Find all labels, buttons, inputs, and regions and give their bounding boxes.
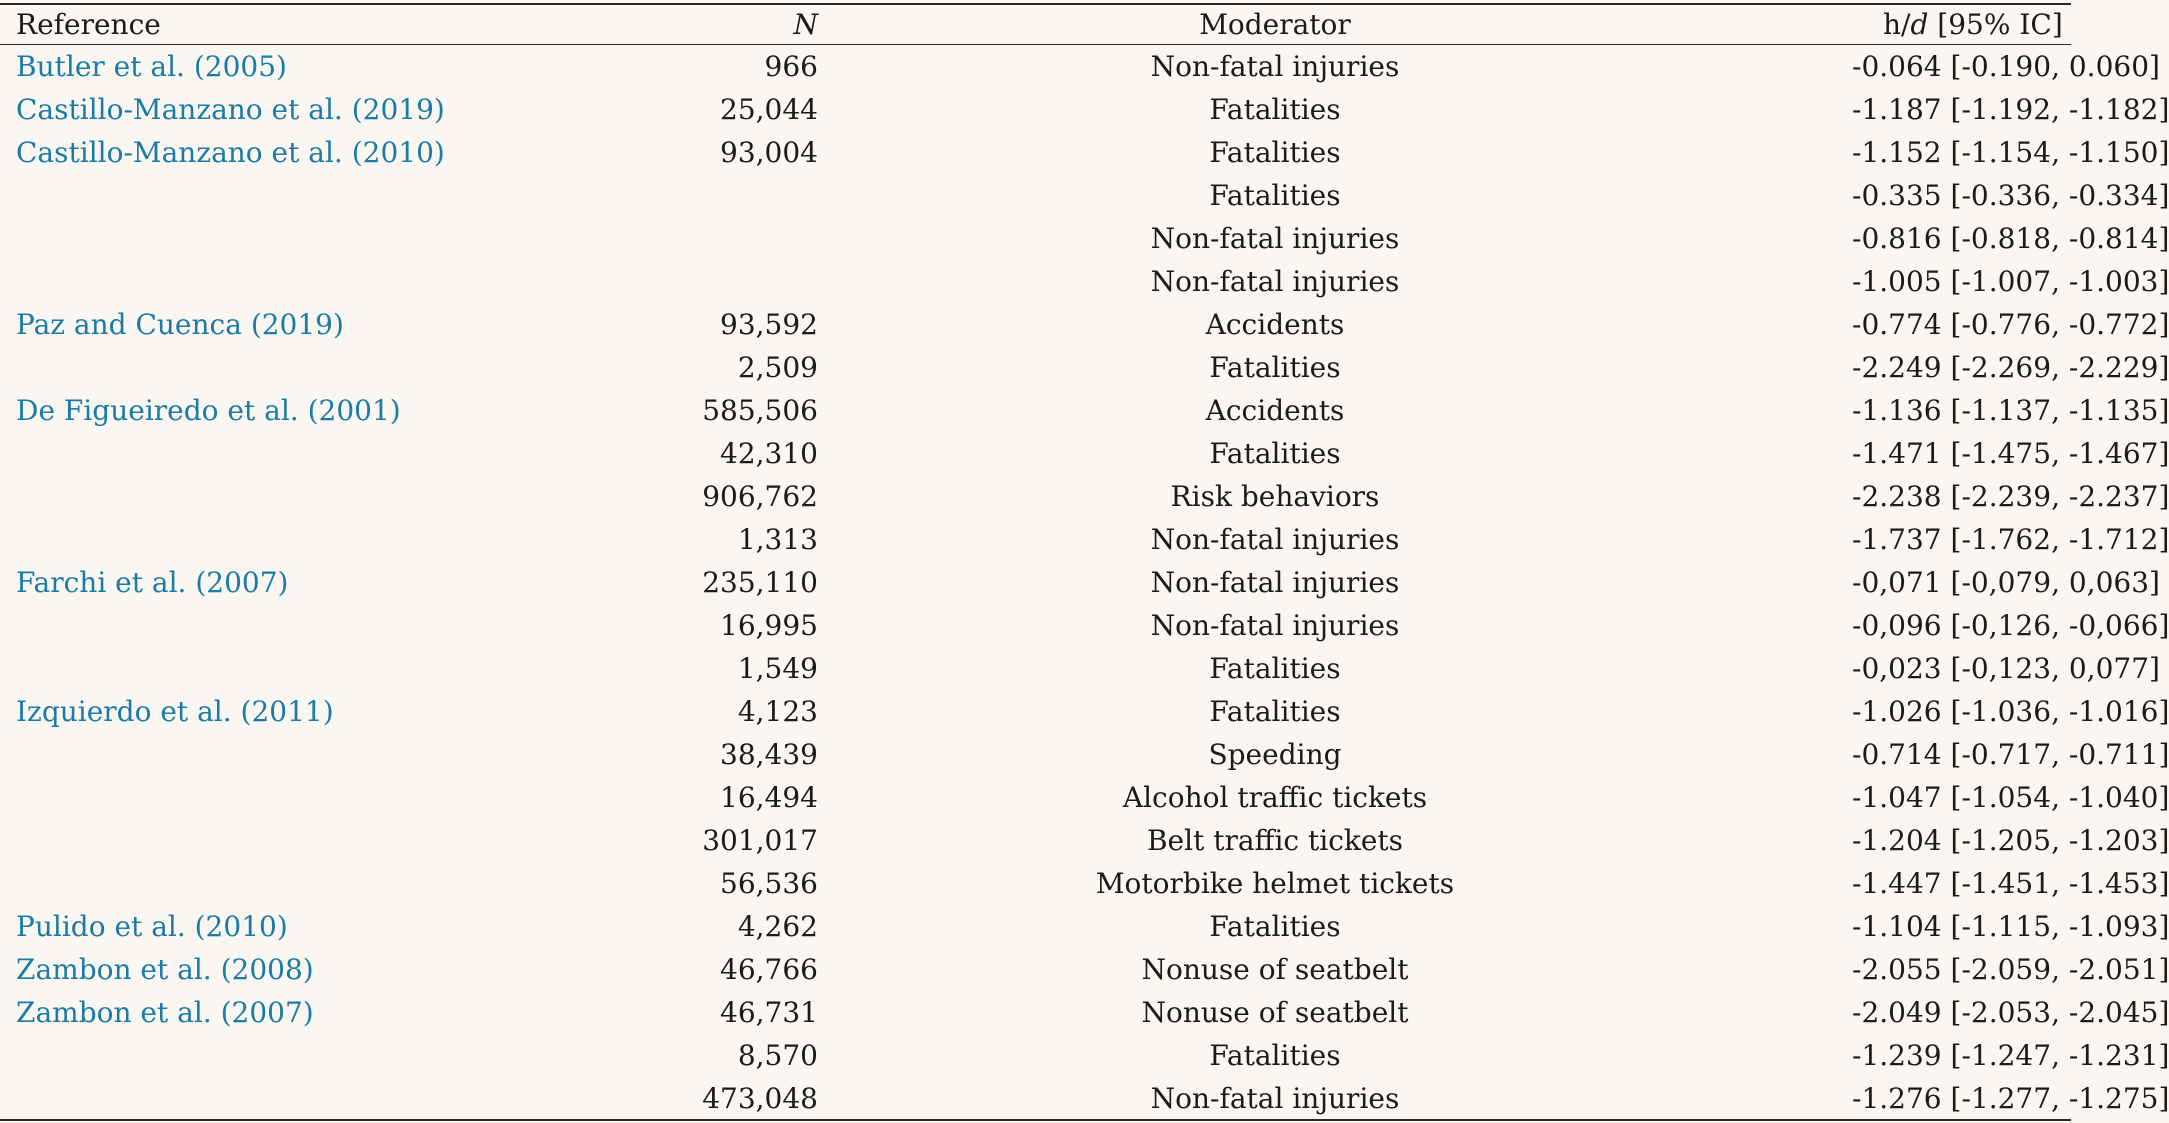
table-row: [0, 518, 2071, 561]
table-row: [0, 260, 2071, 303]
moderator-cell: Belt traffic tickets: [1146, 824, 1404, 857]
n-cell: 46,731: [720, 996, 818, 1029]
table-row: [0, 1034, 2071, 1077]
n-cell: 46,766: [720, 953, 818, 986]
effect-size-cell: -1.026 [-1.036, -1.016]: [1852, 695, 2169, 728]
moderator-cell: Fatalities: [1209, 179, 1341, 212]
n-cell: 56,536: [720, 867, 818, 900]
table-bottom-rule: [0, 1119, 2071, 1121]
moderator-cell: Speeding: [1208, 738, 1342, 771]
n-cell: 966: [764, 49, 818, 83]
reference-cell: [0, 174, 600, 217]
effect-size-cell: -2.238 [-2.239, -2.237]: [1852, 480, 2169, 513]
moderator-cell: Nonuse of seatbelt: [1141, 953, 1409, 986]
moderator-cell: Non-fatal injuries: [1150, 222, 1400, 255]
table-row: [0, 604, 2071, 647]
effect-size-cell: -1.471 [-1.475, -1.467]: [1852, 437, 2169, 470]
effect-size-cell: -1.276 [-1.277, -1.275]: [1852, 1082, 2169, 1115]
effect-size-cell: -0.774 [-0.776, -0.772]: [1852, 308, 2169, 341]
reference-cell: [0, 733, 600, 776]
effect-size-cell: -1.187 [-1.192, -1.182]: [1852, 93, 2169, 126]
moderator-cell: Non-fatal injuries: [1150, 566, 1400, 599]
moderator-cell: Accidents: [1205, 394, 1345, 427]
n-cell: 16,494: [720, 781, 818, 814]
reference-cell[interactable]: Pulido et al. (2010): [16, 910, 288, 943]
reference-cell: [0, 819, 600, 862]
reference-cell[interactable]: Zambon et al. (2008): [16, 953, 314, 986]
header-effect-italic: d: [1910, 8, 1929, 41]
table-row: [0, 862, 2071, 905]
reference-cell: [0, 432, 600, 475]
effect-size-cell: -0,023 [-0,123, 0,077]: [1852, 652, 2160, 685]
reference-cell[interactable]: De Figueiredo et al. (2001): [16, 394, 401, 427]
reference-cell: [0, 475, 600, 518]
table-header: [0, 5, 2071, 44]
reference-cell: [0, 604, 600, 647]
effect-size-cell: -0.816 [-0.818, -0.814]: [1852, 222, 2169, 255]
table-row: [0, 174, 2071, 217]
n-cell: [600, 217, 818, 260]
effect-size-cell: -0.714 [-0.717, -0.711]: [1852, 738, 2169, 771]
effect-size-cell: -1.152 [-1.154, -1.150]: [1852, 136, 2169, 169]
n-cell: 906,762: [702, 480, 818, 513]
moderator-cell: Fatalities: [1209, 1039, 1341, 1072]
n-cell: 4,262: [737, 910, 818, 943]
n-cell: 8,570: [737, 1039, 818, 1072]
header-n: N: [793, 8, 818, 41]
table-row: [0, 346, 2071, 389]
moderator-cell: Non-fatal injuries: [1150, 49, 1400, 83]
moderator-cell: Non-fatal injuries: [1150, 265, 1400, 298]
effect-size-cell: -1.047 [-1.054, -1.040]: [1852, 781, 2169, 814]
reference-cell[interactable]: Butler et al. (2005): [16, 49, 287, 83]
moderator-cell: Risk behaviors: [1170, 480, 1380, 513]
moderator-cell: Accidents: [1205, 308, 1345, 341]
n-cell: 42,310: [720, 437, 818, 470]
moderator-cell: Fatalities: [1209, 136, 1341, 169]
header-moderator: Moderator: [1199, 8, 1351, 41]
effect-size-cell: -2.049 [-2.053, -2.045]: [1852, 996, 2169, 1029]
reference-cell: [0, 260, 600, 303]
n-cell: 93,592: [720, 308, 818, 341]
moderator-cell: Motorbike helmet tickets: [1095, 867, 1455, 900]
table-row: [0, 389, 2071, 432]
reference-cell: [0, 346, 600, 389]
n-cell: 38,439: [720, 738, 818, 771]
table-row: [0, 1077, 2071, 1120]
table-row: [0, 733, 2071, 776]
moderator-cell: Alcohol traffic tickets: [1122, 781, 1428, 814]
reference-cell[interactable]: Castillo-Manzano et al. (2019): [16, 93, 445, 126]
effect-size-cell: -1.005 [-1.007, -1.003]: [1852, 265, 2169, 298]
moderator-cell: Fatalities: [1209, 910, 1341, 943]
table-row: [0, 44, 2071, 88]
reference-cell[interactable]: Paz and Cuenca (2019): [16, 308, 344, 341]
n-cell: [600, 260, 818, 303]
table-row: [0, 303, 2071, 346]
reference-cell[interactable]: Izquierdo et al. (2011): [16, 695, 334, 728]
reference-cell: [0, 776, 600, 819]
moderator-cell: Fatalities: [1209, 351, 1341, 384]
moderator-cell: Fatalities: [1209, 695, 1341, 728]
table-row: [0, 819, 2071, 862]
effect-size-cell: -0.335 [-0.336, -0.334]: [1852, 179, 2169, 212]
effect-size-cell: -1.737 [-1.762, -1.712]: [1852, 523, 2169, 556]
effect-size-cell: -2.249 [-2.269, -2.229]: [1852, 351, 2169, 384]
moderator-cell: Non-fatal injuries: [1150, 523, 1400, 556]
header-row: [0, 5, 2071, 44]
table-row: [0, 561, 2071, 604]
n-cell: 93,004: [720, 136, 818, 169]
table-row: [0, 991, 2071, 1034]
table-row: [0, 88, 2071, 131]
moderator-cell: Nonuse of seatbelt: [1141, 996, 1409, 1029]
effect-size-cell: -0,096 [-0,126, -0,066]: [1852, 609, 2169, 642]
reference-cell[interactable]: Farchi et al. (2007): [16, 566, 289, 599]
reference-cell[interactable]: Zambon et al. (2007): [16, 996, 314, 1029]
header-effect-size: [1732, 5, 2071, 44]
header-effect-prefix: h/: [1883, 8, 1911, 41]
moderator-cell: Fatalities: [1209, 652, 1341, 685]
reference-cell: [0, 862, 600, 905]
table-row: [0, 905, 2071, 948]
table-row: [0, 217, 2071, 260]
table-row: [0, 776, 2071, 819]
effect-size-cell: -1.239 [-1.247, -1.231]: [1852, 1039, 2169, 1072]
moderator-cell: Non-fatal injuries: [1150, 1082, 1400, 1115]
effect-size-cell: -1.204 [-1.205, -1.203]: [1852, 824, 2169, 857]
n-cell: 4,123: [737, 695, 818, 728]
table-row: [0, 690, 2071, 733]
n-cell: 235,110: [702, 566, 818, 599]
table-row: [0, 131, 2071, 174]
moderator-cell: Fatalities: [1209, 93, 1341, 126]
reference-cell: [0, 217, 600, 260]
n-cell: [600, 174, 818, 217]
reference-cell: [0, 1034, 600, 1077]
table-row: [0, 475, 2071, 518]
n-cell: 585,506: [702, 394, 818, 427]
effect-size-cell: -0,071 [-0,079, 0,063]: [1852, 566, 2160, 599]
effect-size-cell: -1.104 [-1.115, -1.093]: [1852, 910, 2169, 943]
n-cell: 25,044: [720, 93, 818, 126]
table-body: [0, 44, 2169, 1120]
table-row: [0, 432, 2071, 475]
moderator-cell: Non-fatal injuries: [1150, 609, 1400, 642]
n-cell: 473,048: [702, 1082, 818, 1115]
reference-cell: [0, 1077, 600, 1120]
effect-size-cell: -0.064 [-0.190, 0.060]: [1852, 49, 2160, 83]
table-row: [0, 948, 2071, 991]
n-cell: 301,017: [702, 824, 818, 857]
n-cell: 2,509: [737, 351, 818, 384]
table-row: [0, 647, 2071, 690]
header-reference: Reference: [16, 8, 161, 41]
effect-size-cell: -1.136 [-1.137, -1.135]: [1852, 394, 2169, 427]
moderator-cell: Fatalities: [1209, 437, 1341, 470]
effect-size-cell: -2.055 [-2.059, -2.051]: [1852, 953, 2169, 986]
reference-cell: [0, 647, 600, 690]
n-cell: 16,995: [720, 609, 818, 642]
reference-cell[interactable]: Castillo-Manzano et al. (2010): [16, 136, 445, 169]
n-cell: 1,549: [737, 652, 818, 685]
n-cell: 1,313: [737, 523, 818, 556]
effect-size-table: [0, 5, 2169, 1120]
reference-cell: [0, 518, 600, 561]
header-effect-suffix: [95% IC]: [1928, 8, 2063, 41]
effect-size-cell: -1.447 [-1.451, -1.453]: [1852, 867, 2169, 900]
